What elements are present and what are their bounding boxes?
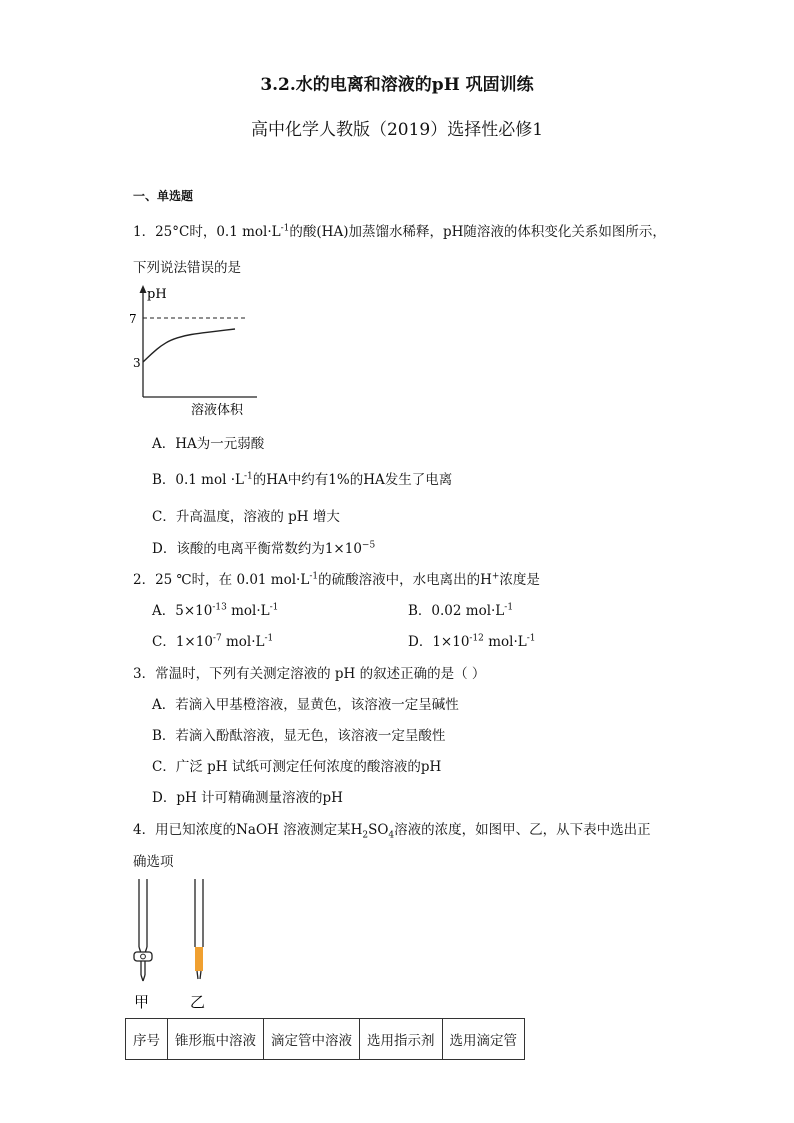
q2-stem xyxy=(133,568,540,588)
burette-yi xyxy=(195,879,203,979)
q4-sub2: 4 xyxy=(388,830,395,841)
q2-a-2: mol·L xyxy=(226,603,270,619)
q2-c-sup: -7 xyxy=(212,633,222,644)
q1-d-a: D．该酸的电离平衡常数约为1×10 xyxy=(152,541,362,557)
section-heading: 一、单选题 xyxy=(133,189,194,203)
q2-c-sup2: -1 xyxy=(264,633,274,644)
q1-option-a: A．HA为一元弱酸 xyxy=(152,436,265,452)
q3-option-b: B．若滴入酚酞溶液，显无色，该溶液一定呈酸性 xyxy=(152,728,446,744)
q2-a-sup: -13 xyxy=(212,602,227,613)
q1-b-a: B．0.1 mol ·L xyxy=(152,472,244,488)
q1-option-b xyxy=(152,468,452,488)
page-subtitle: 高中化学人教版（2019）选择性必修1 xyxy=(250,120,544,140)
y-axis-label: pH xyxy=(147,287,167,302)
q4-c: 溶液的浓度，如图甲、乙，从下表中选出正 xyxy=(394,822,651,838)
q2-b: 的硫酸溶液中，水电离出的H xyxy=(318,572,492,588)
q2-a-sup2: -1 xyxy=(269,602,279,613)
q1-option-c: C．升高温度，溶液的 pH 增大 xyxy=(152,509,340,525)
q1-option-d xyxy=(152,537,375,557)
y-tick-3: 3 xyxy=(133,356,141,370)
q1-b-b: 的HA中约有1%的HA发生了电离 xyxy=(252,472,453,488)
q2-c-1: C．1×10 xyxy=(152,634,213,650)
table-header-cell: 滴定管中溶液 xyxy=(264,1019,360,1060)
rubber-tube-icon xyxy=(195,947,203,971)
q4-stem-line1 xyxy=(133,818,651,841)
q2-option-a xyxy=(152,599,278,619)
q2-a: 2．25 ℃时，在 0.01 mol·L xyxy=(133,572,310,588)
label-yi: 乙 xyxy=(190,993,206,1011)
table-header-cell: 序号 xyxy=(126,1019,168,1060)
q2-option-c xyxy=(152,630,273,650)
q1-stem-line1 xyxy=(133,220,666,240)
q2-sup2: + xyxy=(491,571,500,582)
ph-curve xyxy=(143,329,235,362)
q2-d-2: mol·L xyxy=(483,634,527,650)
burettes-figure xyxy=(125,875,225,1015)
q4-b: SO xyxy=(368,822,389,838)
q2-sup: -1 xyxy=(309,571,319,582)
table-header-row xyxy=(126,1019,525,1060)
q2-d-1: D．1×10 xyxy=(408,634,470,650)
q3-option-c: C．广泛 pH 试纸可测定任何浓度的酸溶液的pH xyxy=(152,759,442,775)
label-jia: 甲 xyxy=(134,993,150,1011)
page-title: 3.2.水的电离和溶液的pH 巩固训练 xyxy=(260,75,534,95)
q4-a: 4．用已知浓度的NaOH 溶液测定某H xyxy=(133,822,363,838)
q1-stem-line2: 下列说法错误的是 xyxy=(133,260,241,276)
q1-text-a: 1．25°C时，0.1 mol·L xyxy=(133,224,281,240)
table-header-cell: 锥形瓶中溶液 xyxy=(168,1019,264,1060)
q2-c-2: mol·L xyxy=(221,634,265,650)
q2-d-sup: -12 xyxy=(469,633,484,644)
table-header-cell: 选用滴定管 xyxy=(442,1019,525,1060)
burette-jia xyxy=(134,879,152,981)
x-axis-label: 溶液体积 xyxy=(191,403,244,418)
q2-d-sup2: -1 xyxy=(526,633,536,644)
q2-c: 浓度是 xyxy=(499,572,540,588)
q1-text-b: 的酸(HA)加蒸馏水稀释，pH随溶液的体积变化关系如图所示， xyxy=(289,224,666,240)
q1-b-sup: -1 xyxy=(243,471,253,482)
table-header-cell: 选用指示剂 xyxy=(360,1019,443,1060)
y-axis-arrow xyxy=(140,285,147,293)
options-table xyxy=(125,1018,525,1060)
q3-option-d: D．pH 计可精确测量溶液的pH xyxy=(152,790,343,806)
q1-ph-chart xyxy=(125,283,265,420)
q4-stem-line2: 确选项 xyxy=(133,854,174,870)
y-tick-7: 7 xyxy=(129,312,137,326)
q2-option-d xyxy=(408,630,535,650)
q3-stem: 3．常温时，下列有关测定溶液的 pH 的叙述正确的是（ ） xyxy=(133,666,486,682)
q2-a-1: A．5×10 xyxy=(152,603,213,619)
q4-sub: 2 xyxy=(362,830,369,841)
q1-sup: -1 xyxy=(280,223,290,234)
q2-b-1: B．0.02 mol·L xyxy=(408,603,505,619)
q2-option-b xyxy=(408,599,513,619)
q1-d-sup: −5 xyxy=(361,540,376,551)
q2-b-sup: -1 xyxy=(504,602,514,613)
q3-option-a: A．若滴入甲基橙溶液，显黄色，该溶液一定呈碱性 xyxy=(152,697,459,713)
